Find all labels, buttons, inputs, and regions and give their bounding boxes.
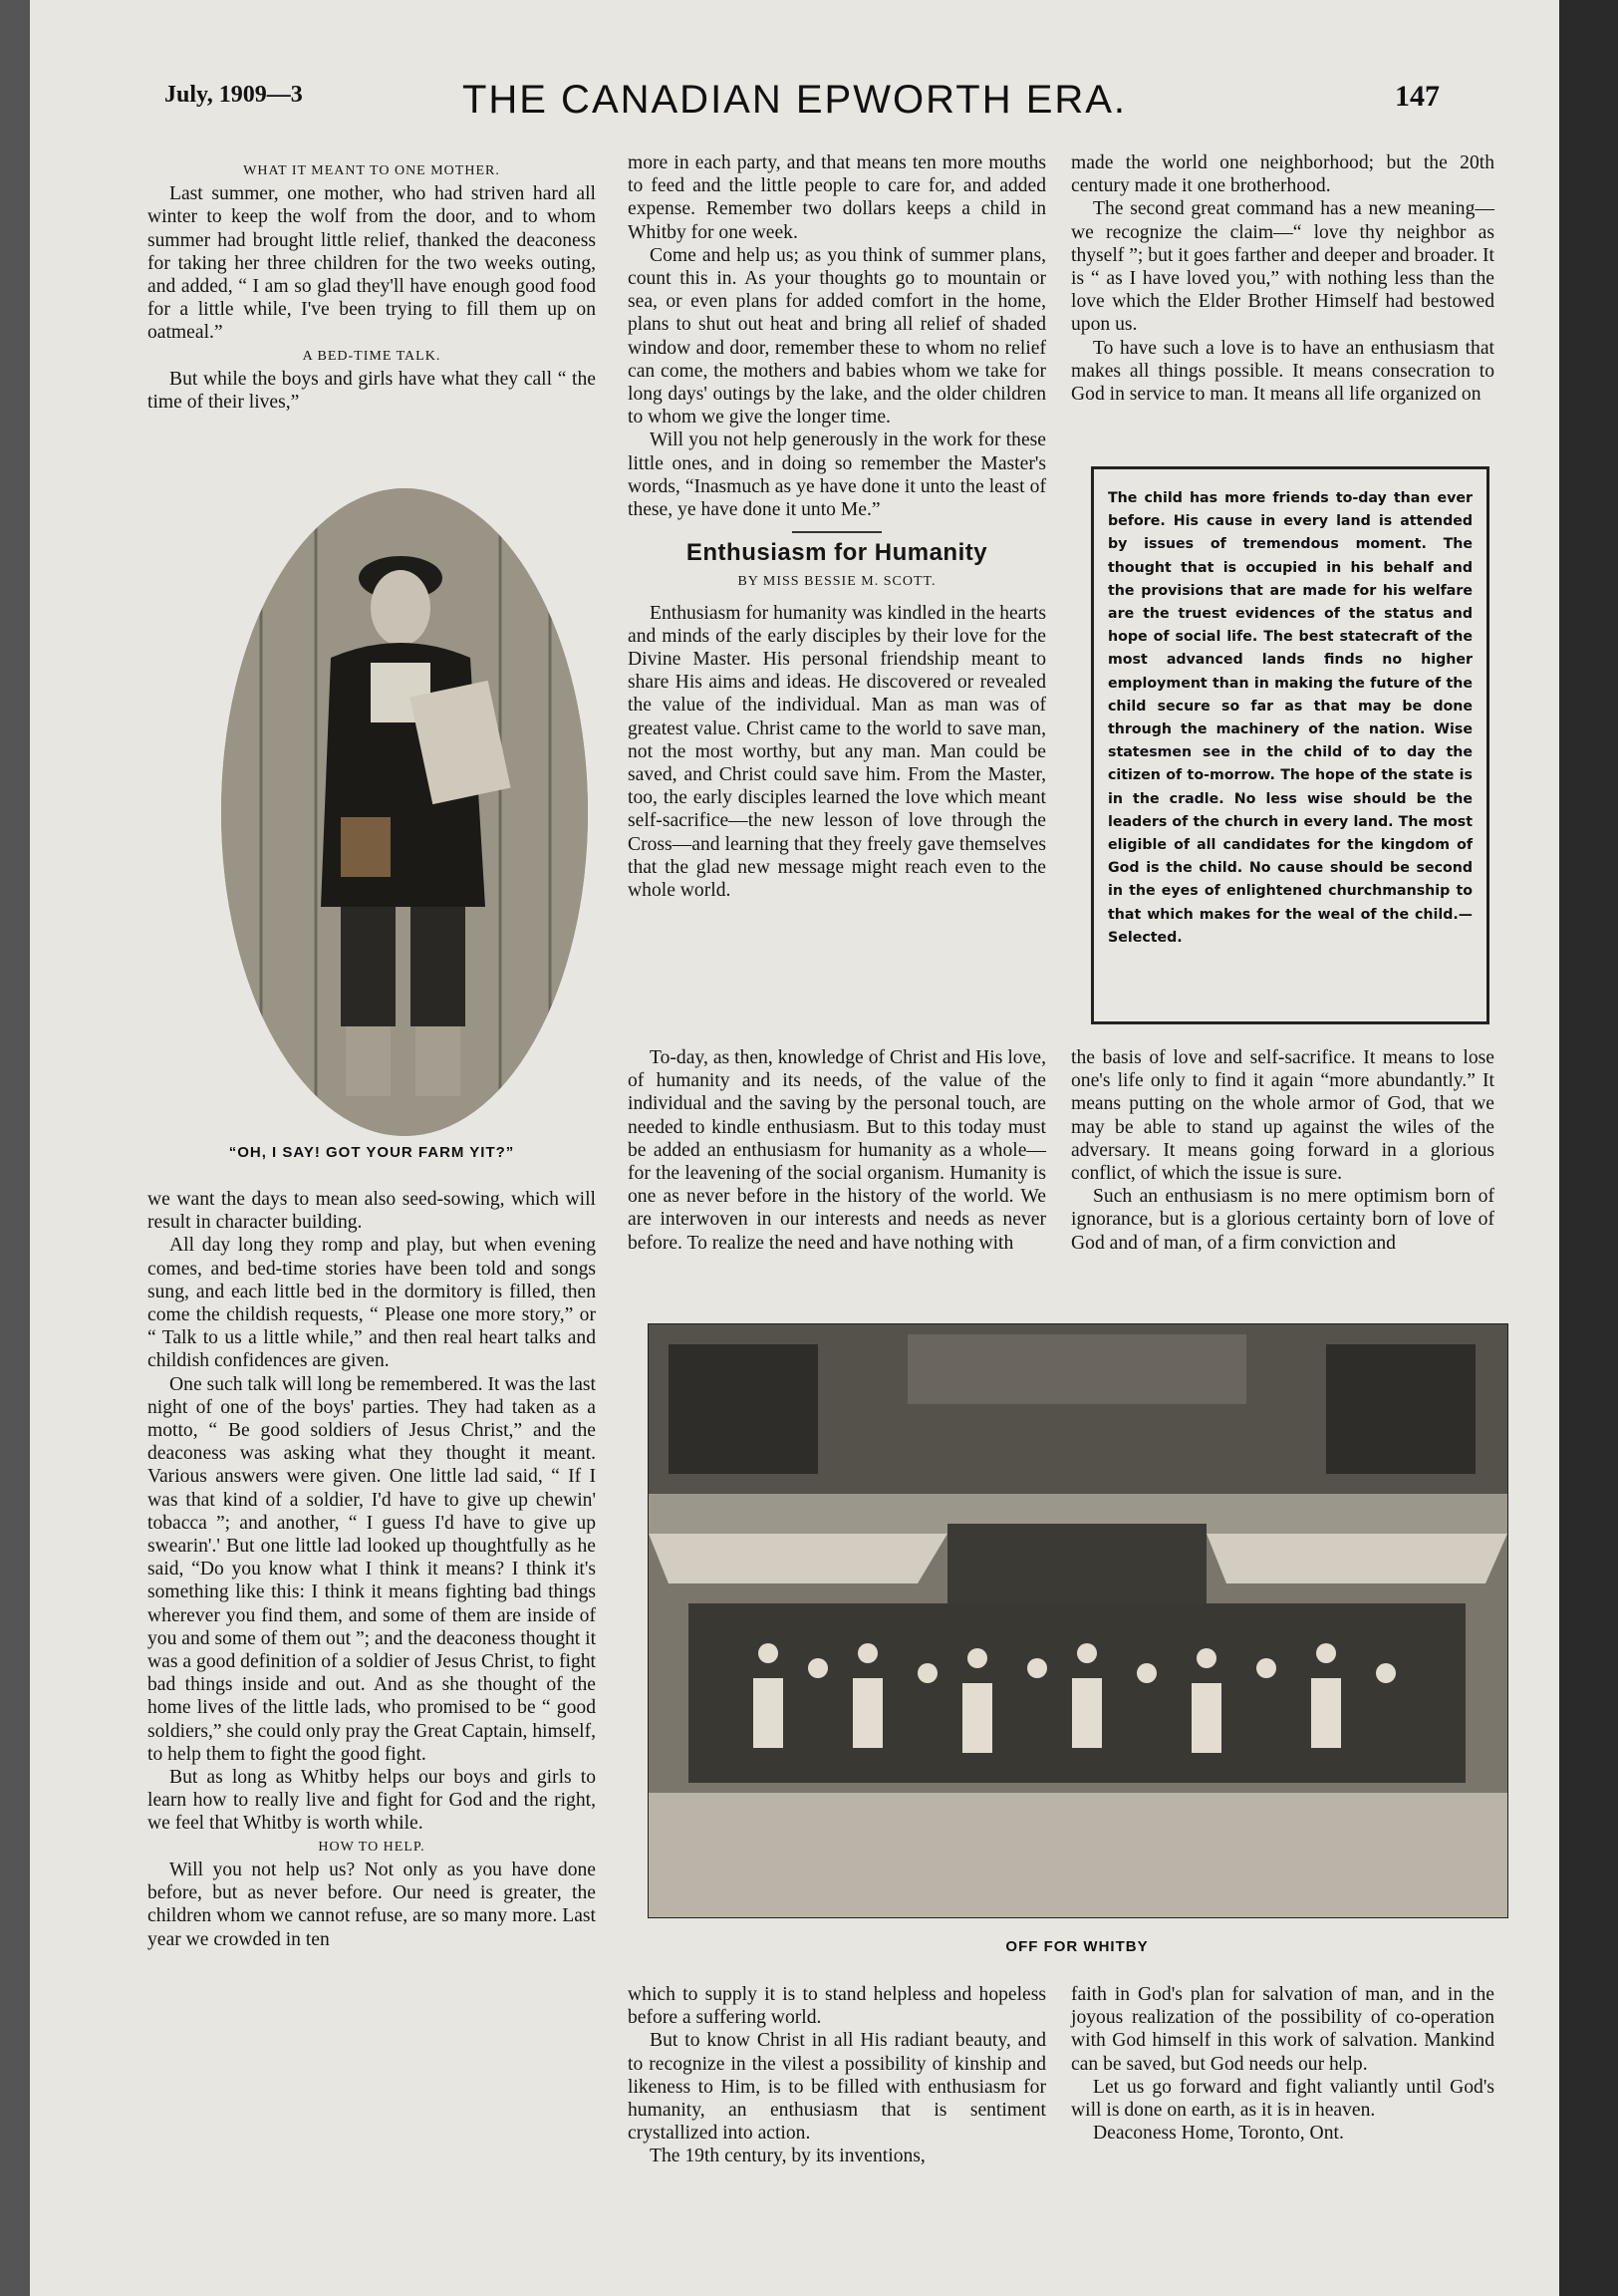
column-2-top (628, 151, 1046, 902)
paragraph: To have such a love is to have an enthusiasm that makes all things possible. It means consecration to God in service to man. It means all life organized on (1071, 337, 1494, 406)
divider (792, 531, 882, 533)
paragraph: more in each party, and that means ten more mouths to feed and the little people to care for, and added expense. Remember two dollars keeps a child in Whitby for one week. (628, 152, 1046, 243)
paragraph: But as long as Whitby helps our boys and girls to learn how to really live and fight for God and the right, we feel that Whitby is worth while. (147, 1767, 596, 1835)
paragraph: Will you not help generously in the work for these little ones, and in doing so remember the Master's words, “Inasmuch as ye have done it unto the least of these, ye have done it unto Me.” (628, 430, 1046, 521)
paragraph: Such an enthusiasm is no mere optimism born of ignorance, but is a glorious certainty born of love of God and of man, of a firm conviction and (1071, 1186, 1494, 1254)
column-1-bottom (147, 1188, 596, 1951)
paragraph: made the world one neighborhood; but the 20th century made it one brotherhood. (1071, 152, 1494, 197)
issue-date: July, 1909—3 (164, 82, 303, 108)
binding-edge (0, 0, 30, 2296)
paragraph: faith in God's plan for salvation of man, and in the joyous realization of the possibility of co-operation with God himself in this work of salvation. Mankind can be saved, but God needs our help. (1071, 1984, 1494, 2075)
paragraph: Let us go forward and fight valiantly until God's will is done on earth, as it is in heaven. (1071, 2076, 1494, 2122)
subheading-how-to-help: HOW TO HELP. (318, 1839, 425, 1855)
magazine-page (30, 0, 1559, 2296)
paragraph: The second great command has a new meaning—we recognize the claim—“ love thy neighbor as thyself ”; but it goes farther and deeper and broader. It is “ as I have loved you,” with nothing less than the love which the Elder Brother Himself had bestowed upon us. (1071, 198, 1494, 336)
page-number: 147 (1395, 80, 1440, 113)
signature-line: Deaconess Home, Toronto, Ont. (1093, 2123, 1344, 2145)
book-spine (1559, 0, 1618, 2296)
article-byline: BY MISS BESSIE M. SCOTT. (737, 574, 937, 590)
column-3-middle (1071, 1046, 1494, 1255)
selected-quote-box (1091, 466, 1489, 1024)
subheading-mother: WHAT IT MEANT TO ONE MOTHER. (243, 163, 500, 178)
paragraph: But to know Christ in all His radiant beauty, and to recognize in the vilest a possibility of kinship and likeness to Him, is to be filled with enthusiasm for humanity, an enthusiasm that is sentiment crystallized into action. (628, 2030, 1046, 2145)
group-photo-caption: OFF FOR WHITBY (1005, 1938, 1149, 1955)
portrait-caption: “OH, I SAY! GOT YOUR FARM YIT?” (228, 1144, 515, 1161)
paragraph: Come and help us; as you think of summer plans, count this in. As your thoughts go to mountain or sea, or even plans for added comfort in the home, plans to shut out heat and bring all relief of shaded window and door, remember these to whom no relief can come, the mothers and babies whom we take for long days' outings by the lake, and the older children to whom we give the longer time. (628, 244, 1046, 429)
paragraph: To-day, as then, knowledge of Christ and His love, of humanity and its needs, of the value of the individual and the saving by the personal touch, are needed to kindle enthusiasm. But to this today must be added an enthusiasm for humanity as a whole—for the leavening of the social organism. Humanity is one as never before in the history of the world. We are interwoven in our interests and needs as never before. To realize the need and have nothing with (628, 1047, 1046, 1254)
paragraph: But while the boys and girls have what they call “ the time of their lives,” (147, 368, 596, 414)
subheading-bedtime: A BED-TIME TALK. (302, 348, 441, 364)
column-2-middle (628, 1046, 1046, 1255)
column-2-bottom (628, 1983, 1046, 2168)
paragraph: Last summer, one mother, who had striven hard all winter to keep the wolf from the door, and to whom summer had brought little relief, thanked the deaconess for taking her three children for the two weeks outing, and added, “ I am so glad they'll have enough good food for a little while, I've been trying to fill them up on oatmeal.” (147, 183, 596, 344)
paragraph: which to supply it is to stand helpless and hopeless before a suffering world. (628, 1984, 1046, 2029)
column-1-top (147, 159, 596, 414)
magazine-title: THE CANADIAN EPWORTH ERA. (461, 78, 1128, 122)
boy-portrait-photo (221, 488, 588, 1136)
paragraph: Enthusiasm for humanity was kindled in the hearts and minds of the early disciples by their love for the Divine Master. His personal friendship meant to share His aims and ideas. He discovered or revealed the value of the individual. Man as man was of greatest value. Christ came to the world to save man, not the most worthy, but any man. Man could be saved, and Christ could save him. From the Master, too, the early disciples learned the love which meant self-sacrifice—the new lesson of love through the Cross—and learning that they freely gave themselves that the glad new message might reach even to the whole world. (628, 602, 1046, 902)
paragraph: the basis of love and self-sacrifice. It means to lose one's life only to find it again “more abundantly.” It means putting on the whole armor of God, that we may be able to stand up against the wiles of the adversary. It means going forward in a glorious conflict, of which the issue is sure. (1071, 1047, 1494, 1185)
paragraph: we want the days to mean also seed-sowing, which will result in character building. (147, 1189, 596, 1234)
article-headline: Enthusiasm for Humanity (685, 539, 988, 567)
paragraph: The 19th century, by its inventions, (650, 2146, 926, 2167)
group-photo (648, 1323, 1508, 1918)
column-3-top (1071, 151, 1494, 406)
column-3-bottom (1071, 1983, 1494, 2145)
paragraph: All day long they romp and play, but when evening comes, and bed-time stories have been told and songs sung, and each little bed in the dormitory is filled, then come the childish requests, “ Please one more story,” or “ Talk to us a little while,” and then real heart talks and childish confidences are given. (147, 1235, 596, 1372)
paragraph: Will you not help us? Not only as you have done before, but as never before. Our need is greater, the children whom we cannot refuse, are so many more. Last year we crowded in ten (147, 1859, 596, 1950)
paragraph: One such talk will long be remembered. It was the last night of one of the boys' parties. They had taken as a motto, “ Be good soldiers of Jesus Christ,” and the deaconess was asking what they thought it meant. Various answers were given. One little lad said, “ If I was that kind of a soldier, I'd have to give up chewin' tobacca ”; and another, “ I guess I'd have to give up swearin'.' But one little lad looked up thoughtfully as he said, “Do you know what I think it means? I think it's something like this: I think it means fighting bad things wherever you find them, and some of them are inside of you and some of them out ”; and the deaconess thought it was a good definition of a soldier of Jesus Christ, to fight bad things inside and out. And as she thought of the home lives of the little lads, who promised to be “ good soldiers,” she could only pray the Great Captain, himself, to help them to fight the good fight. (147, 1373, 597, 1765)
quote-text: The child has more friends to-day than ever before. His cause in every land is attended by issues of tremendous moment. The thought that is occupied in his behalf and the provisions that are made for his welfare are the truest evidences of the status and hope of social life. The best statecraft of the most advanced lands finds no higher employment than in making the future of the child secure so far as that may be done through the machinery of the nation. Wise statesmen see in the child of to day the citizen of to-morrow. The hope of the state is in the cradle. No less wise should be the leaders of the church in every land. The most eligible of all candidates for the kingdom of God is the child. No cause should be second in the eyes of enlightened churchmanship to that which makes for the weal of the child.—Selected. (1108, 490, 1473, 946)
